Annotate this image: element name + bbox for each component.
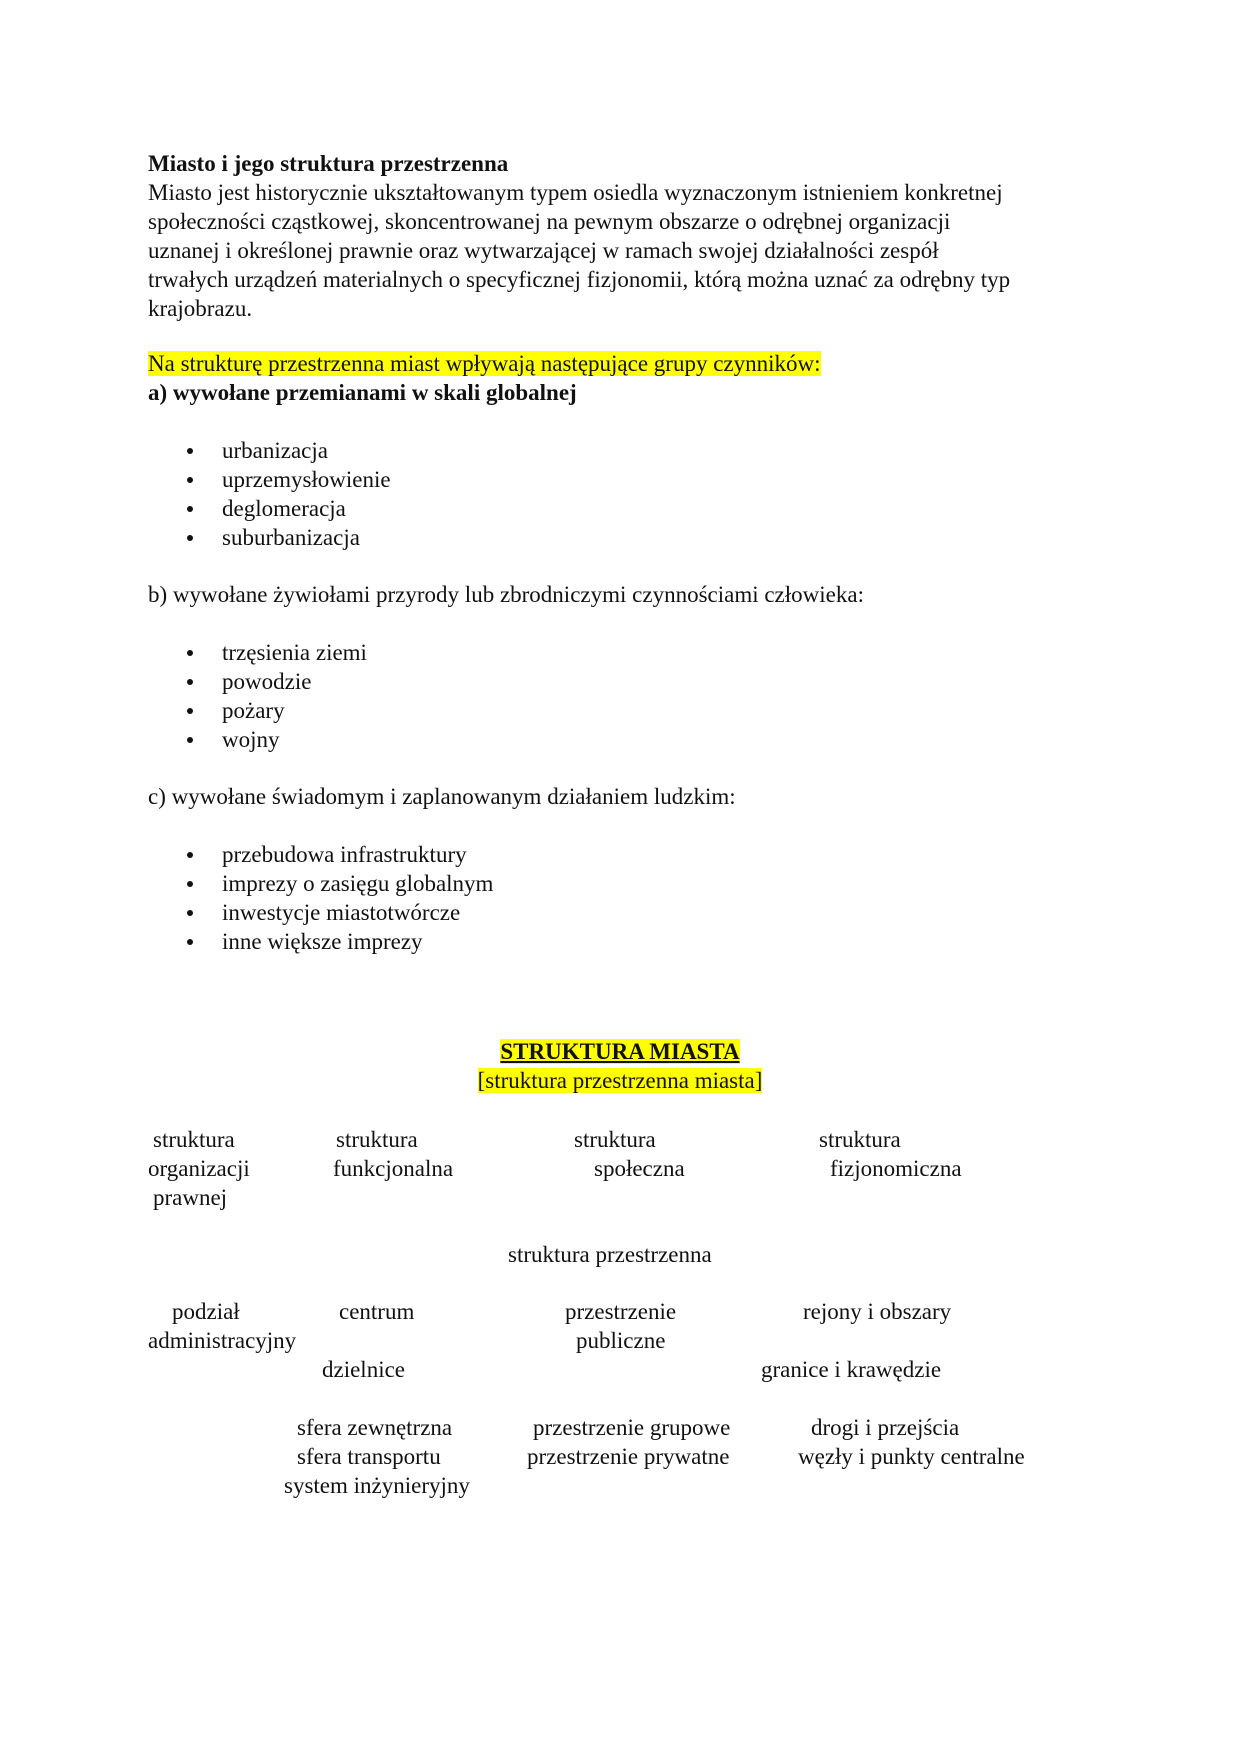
type-physiognomic-line: fizjonomiczna — [830, 1156, 962, 1181]
sub-item: przestrzenie prywatne — [527, 1444, 730, 1469]
element-public-space-line: publiczne — [576, 1328, 666, 1353]
bullet-icon — [187, 448, 193, 454]
list-item: wojny — [222, 725, 367, 754]
list-item: inwestycje miastotwórcze — [222, 898, 493, 927]
element-borders: granice i krawędzie — [761, 1357, 942, 1382]
sub-item: sfera zewnętrzna — [297, 1415, 453, 1440]
sub-item: przestrzenie grupowe — [533, 1415, 731, 1440]
type-physiognomic-line: struktura — [819, 1127, 901, 1152]
intro-paragraph — [148, 178, 1098, 323]
type-legal-line: struktura — [153, 1127, 235, 1152]
element-regions: rejony i obszary — [803, 1299, 952, 1324]
bullet-icon — [187, 535, 193, 541]
bullet-icon — [187, 852, 193, 858]
bullet-icon — [187, 679, 193, 685]
section-c-list — [222, 840, 493, 956]
sub-item: sfera transportu — [297, 1444, 441, 1469]
section-b-title: b) wywołane żywiołami przyrody lub zbrodniczymi czynnościami człowieka: — [148, 582, 864, 607]
section-c-title: c) wywołane świadomym i zaplanowanym działaniem ludzkim: — [148, 784, 736, 809]
bullet-icon — [187, 506, 193, 512]
sub-item: system inżynieryjny — [284, 1473, 470, 1498]
section-a-title: a) wywołane przemianami w skali globalnej — [148, 380, 577, 405]
bullet-icon — [187, 737, 193, 743]
list-item: inne większe imprezy — [222, 927, 493, 956]
type-legal-line: organizacji — [148, 1156, 250, 1181]
list-item: suburbanizacja — [222, 523, 391, 552]
structure-title: STRUKTURA MIASTA — [500, 1039, 740, 1064]
type-functional-line: struktura — [336, 1127, 418, 1152]
element-centre: centrum — [339, 1299, 415, 1324]
list-item: pożary — [222, 696, 367, 725]
intro-line: trwałych urządzeń materialnych o specyficznej fizjonomii, którą można uznać za odrębny typ — [148, 267, 1011, 292]
intro-line: Miasto jest historycznie ukształtowanym typem osiedla wyznaczonym istnieniem konkretnej — [148, 180, 1003, 205]
sub-item: drogi i przejścia — [811, 1415, 960, 1440]
bullet-icon — [187, 939, 193, 945]
bullet-icon — [187, 477, 193, 483]
list-item: imprezy o zasięgu globalnym — [222, 869, 493, 898]
type-social-line: struktura — [574, 1127, 656, 1152]
factors-heading — [148, 349, 821, 378]
sub-item: węzły i punkty centralne — [798, 1444, 1025, 1469]
list-item: powodzie — [222, 667, 367, 696]
element-districts: dzielnice — [322, 1357, 406, 1382]
list-item: trzęsienia ziemi — [222, 638, 367, 667]
type-social-line: społeczna — [594, 1156, 685, 1181]
spatial-structure-label: struktura przestrzenna — [508, 1242, 712, 1267]
element-division-line: podział — [172, 1299, 240, 1324]
structure-subtitle: [struktura przestrzenna miasta] — [477, 1068, 763, 1093]
list-item: deglomeracja — [222, 494, 391, 523]
element-public-space-line: przestrzenie — [565, 1299, 677, 1324]
intro-line: społeczności cząstkowej, skoncentrowanej na pewnym obszarze o odrębnej organizacji — [148, 209, 951, 234]
list-item: uprzemysłowienie — [222, 465, 391, 494]
element-division-line: administracyjny — [148, 1328, 297, 1353]
factors-heading-text: Na strukturę przestrzenna miast wpływają następujące grupy czynników: — [148, 351, 821, 376]
intro-line: uznanej i określonej prawnie oraz wytwarzającej w ramach swojej działalności zespół — [148, 238, 939, 263]
bullet-icon — [187, 910, 193, 916]
document-title: Miasto i jego struktura przestrzenna — [148, 151, 509, 176]
list-item: przebudowa infrastruktury — [222, 840, 493, 869]
type-functional-line: funkcjonalna — [333, 1156, 454, 1181]
bullet-icon — [187, 650, 193, 656]
list-item: urbanizacja — [222, 436, 391, 465]
bullet-icon — [187, 881, 193, 887]
bullet-icon — [187, 708, 193, 714]
intro-line: krajobrazu. — [148, 296, 253, 321]
section-a-list — [222, 436, 391, 552]
section-b-list — [222, 638, 367, 754]
type-legal-line: prawnej — [153, 1185, 228, 1210]
